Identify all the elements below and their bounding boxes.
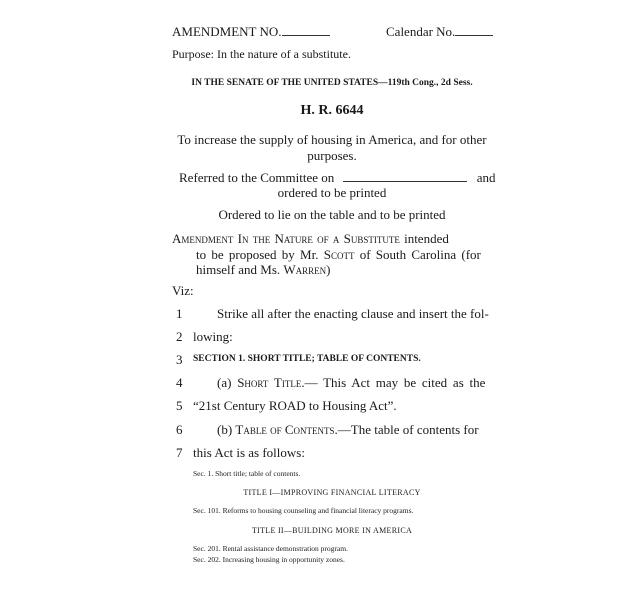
line-number: 1: [176, 306, 183, 321]
subsection-text: .—The table of contents for: [334, 422, 479, 437]
cosponsor-name: Warren: [283, 262, 327, 277]
senate-session-line: IN THE SENATE OF THE UNITED STATES—119th Cong., 2d Sess.: [191, 78, 473, 88]
committee-blank: [343, 171, 467, 182]
amendment-intro-text: intended: [399, 231, 449, 246]
short-title-text: “21st Century ROAD to Housing Act”.: [193, 398, 397, 413]
line-number: 6: [176, 422, 183, 437]
toc-entry: Sec. 101. Reforms to housing counseling and financial literacy programs.: [193, 506, 414, 515]
line-number: 4: [176, 375, 183, 390]
amendment-number-blank: [282, 25, 330, 36]
long-title-line-2: purposes.: [307, 148, 357, 163]
calendar-number-field: [386, 24, 493, 40]
subsection-heading: Table of Contents: [235, 422, 335, 437]
amendment-intro-line-2: [196, 247, 481, 263]
toc-title-heading: TITLE II—BUILDING MORE IN AMERICA: [251, 526, 413, 535]
line-number: 5: [176, 398, 183, 413]
toc-title-heading: TITLE I—IMPROVING FINANCIAL LITERACY: [243, 488, 421, 497]
bill-number: H. R. 6644: [300, 103, 364, 118]
cosponsor-prefix: himself and Ms.: [196, 262, 284, 277]
amendment-intro-line-3: [196, 262, 331, 278]
line-text: [217, 422, 479, 438]
long-title-line-1: To increase the supply of housing in America, and for other: [177, 132, 487, 147]
line-text: Strike all after the enacting clause and insert the fol-: [217, 306, 489, 321]
purpose-line: Purpose: In the nature of a substitute.: [172, 47, 351, 61]
referral-line-1: [179, 170, 496, 186]
subsection-heading: Short Title: [237, 375, 302, 390]
amendment-number-field: [172, 24, 330, 40]
amendment-number-label: AMENDMENT NO.: [172, 24, 282, 39]
line-number: 3: [176, 352, 183, 367]
sponsor-name: Scott: [323, 247, 355, 262]
section-heading: SECTION 1. SHORT TITLE; TABLE OF CONTENTS.: [193, 354, 421, 364]
ordered-line: Ordered to lie on the table and to be printed: [218, 207, 446, 222]
line-text: [217, 375, 485, 391]
line-number: 2: [176, 329, 183, 344]
referral-suffix: and: [476, 170, 496, 185]
toc-entry: Sec. 1. Short title; table of contents.: [193, 469, 301, 478]
line-number: 7: [176, 445, 183, 460]
toc-entry: Sec. 201. Rental assistance demonstration program.: [193, 544, 348, 553]
proposed-by-text: to be proposed by Mr.: [196, 247, 324, 262]
referral-prefix: Referred to the Committee on: [179, 170, 335, 185]
toc-entry: Sec. 202. Increasing housing in opportunity zones.: [193, 555, 345, 564]
referral-line-2: ordered to be printed: [277, 185, 387, 200]
viz-label: Viz:: [172, 283, 194, 298]
amendment-intro-line-1: [172, 231, 449, 247]
calendar-number-blank: [455, 25, 493, 36]
cosponsor-suffix: ): [326, 262, 331, 277]
line-text: this Act is as follows:: [193, 445, 305, 460]
subsection-text: .— This Act may be cited as the: [301, 375, 486, 390]
subsection-label: (b): [217, 422, 236, 437]
calendar-number-label: Calendar No.: [386, 24, 456, 39]
line-text: lowing:: [193, 329, 233, 344]
sponsor-state-text: of South Carolina (for: [354, 247, 481, 262]
amendment-type: Amendment In the Nature of a Substitute: [172, 231, 400, 246]
subsection-label: (a): [217, 375, 238, 390]
